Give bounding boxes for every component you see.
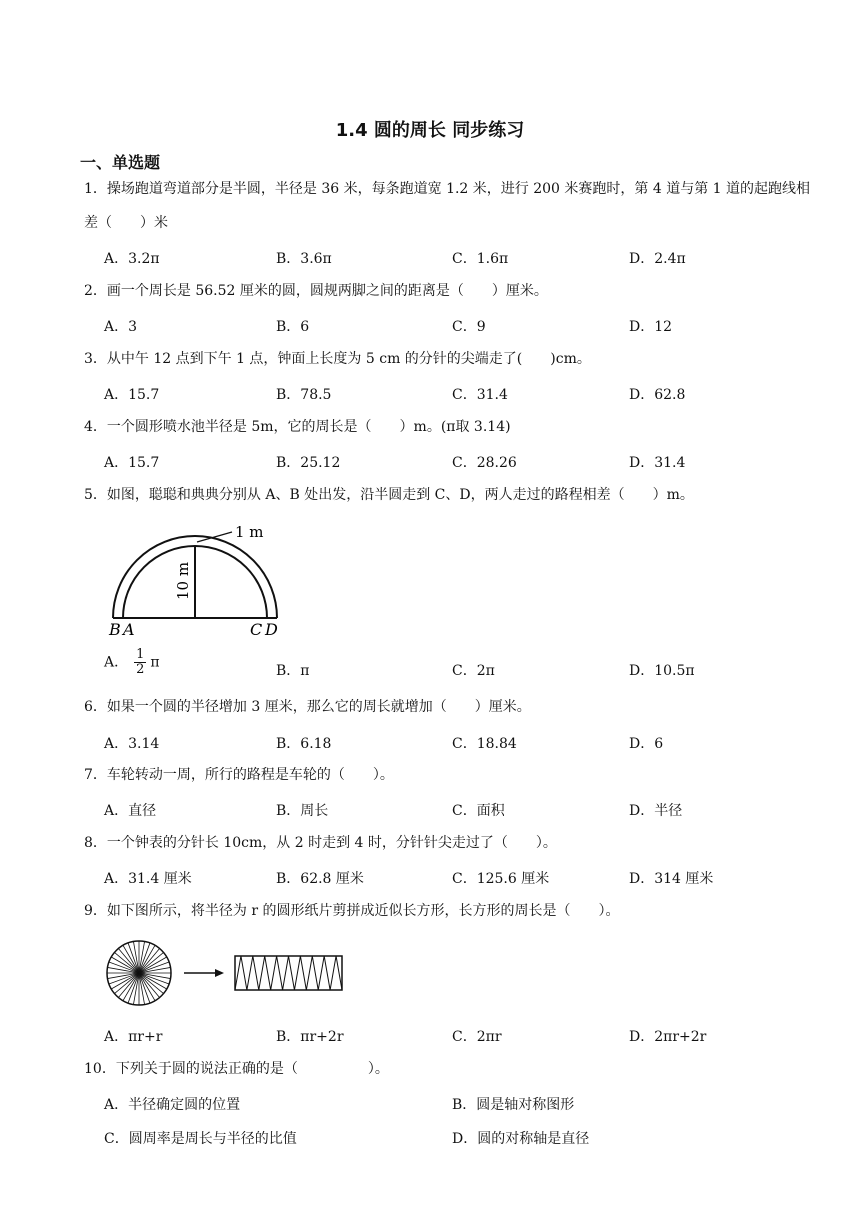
option-b[interactable]: B．π <box>276 663 310 679</box>
radius-label: 10 m <box>174 561 192 600</box>
option-c[interactable]: C．9 <box>452 319 486 335</box>
circle-to-rectangle-figure <box>104 938 354 1010</box>
section-heading: 一、单选题 <box>80 153 161 172</box>
semicircle-track-figure <box>104 520 294 638</box>
option-a[interactable] <box>104 648 160 677</box>
option-c[interactable]: C．2π <box>452 663 495 679</box>
option-b[interactable]: B．周长 <box>276 803 329 819</box>
point-b-label: B <box>109 620 121 638</box>
option-d[interactable]: D．314 厘米 <box>629 871 714 887</box>
option-b[interactable]: B．πr+2r <box>276 1029 344 1045</box>
zigzag-strips-icon <box>235 956 342 990</box>
question-3: 3．从中午 12 点到下午 1 点，钟面上长度为 5 cm 的分针的尖端走了( )cm。 <box>84 351 591 367</box>
option-b[interactable]: B．62.8 厘米 <box>276 871 364 887</box>
approx-rectangle-icon <box>235 956 342 990</box>
option-b[interactable]: B．25.12 <box>276 455 341 471</box>
option-a[interactable]: A．3.14 <box>104 736 160 752</box>
arrow-head-icon <box>215 969 224 977</box>
question-7-options <box>104 800 744 824</box>
option-c[interactable]: C．28.26 <box>452 455 517 471</box>
option-d[interactable]: D．半径 <box>629 803 683 819</box>
option-c[interactable]: C．2πr <box>452 1029 502 1045</box>
question-9: 9．如下图所示，将半径为 r 的圆形纸片剪拼成近似长方形，长方形的周长是（ ）。 <box>84 903 620 919</box>
option-d[interactable]: D．10.5π <box>629 663 695 679</box>
question-8: 8．一个钟表的分针长 10cm，从 2 时走到 4 时，分针针尖走过了（ ）。 <box>84 835 557 851</box>
option-c[interactable]: C．圆周率是周长与半径的比值 <box>104 1131 297 1147</box>
option-c[interactable]: C．31.4 <box>452 387 508 403</box>
option-a[interactable]: A．πr+r <box>104 1029 163 1045</box>
option-d[interactable]: D．62.8 <box>629 387 686 403</box>
width-label: 1 m <box>235 523 264 541</box>
option-a-prefix: A． <box>104 654 129 671</box>
option-a[interactable]: A．半径确定圆的位置 <box>104 1097 241 1113</box>
question-2: 2．画一个周长是 56.52 厘米的圆，圆规两脚之间的距离是（ ）厘米。 <box>84 283 548 299</box>
option-a[interactable]: A．15.7 <box>104 455 160 471</box>
question-5-options <box>104 647 744 684</box>
option-a[interactable]: A．直径 <box>104 803 157 819</box>
fraction-one-half: $\frac{1}{2}$ <box>136 647 145 677</box>
question-5: 5．如图，聪聪和典典分别从 A、B 处出发，沿半圆走到 C、D，两人走过的路程相差（ ）m。 <box>84 487 694 503</box>
question-3-options <box>104 384 744 408</box>
question-10-options-row-1 <box>104 1094 744 1118</box>
point-d-label: D <box>265 620 278 638</box>
page-title: 1.4 圆的周长 同步练习 <box>335 120 525 141</box>
question-1: 1．操场跑道弯道部分是半圆，半径是 36 米，每条跑道宽 1.2 米，进行 200 米赛跑时，第 4 道与第 1 道的起跑线相差（ ）米 <box>84 181 811 231</box>
point-a-label: A <box>123 620 135 638</box>
option-a-suffix: π <box>150 654 160 671</box>
option-b[interactable]: B．圆是轴对称图形 <box>452 1097 575 1113</box>
question-6: 6．如果一个圆的半径增加 3 厘米，那么它的周长就增加（ ）厘米。 <box>84 699 531 715</box>
option-a[interactable]: A．31.4 厘米 <box>104 871 192 887</box>
question-4: 4．一个圆形喷水池半径是 5m，它的周长是（ ）m。(π取 3.14) <box>84 419 511 435</box>
question-7: 7．车轮转动一周，所行的路程是车轮的（ ）。 <box>84 767 394 783</box>
option-c[interactable]: C．125.6 厘米 <box>452 871 550 887</box>
option-d[interactable]: D．12 <box>629 319 673 335</box>
option-b[interactable]: B．6 <box>276 319 310 335</box>
option-d[interactable]: D．6 <box>629 736 664 752</box>
question-10-options-row-2 <box>104 1128 744 1152</box>
option-d[interactable]: D．31.4 <box>629 455 686 471</box>
question-1-options <box>104 248 744 272</box>
point-c-label: C <box>250 620 263 638</box>
option-b[interactable]: B．3.6π <box>276 251 332 267</box>
option-c[interactable]: C．面积 <box>452 803 505 819</box>
option-a[interactable]: A．3.2π <box>104 251 160 267</box>
option-a[interactable]: A．3 <box>104 319 138 335</box>
question-6-options <box>104 733 744 757</box>
question-4-options <box>104 452 744 476</box>
question-8-options <box>104 868 744 892</box>
option-d[interactable]: D．2πr+2r <box>629 1029 707 1045</box>
question-2-options <box>104 316 744 340</box>
option-c[interactable]: C．18.84 <box>452 736 517 752</box>
option-b[interactable]: B．6.18 <box>276 736 332 752</box>
option-c[interactable]: C．1.6π <box>452 251 509 267</box>
question-9-options <box>104 1026 744 1050</box>
option-a[interactable]: A．15.7 <box>104 387 160 403</box>
option-d[interactable]: D．2.4π <box>629 251 686 267</box>
question-10: 10．下列关于圆的说法正确的是（ ）。 <box>84 1061 389 1077</box>
option-b[interactable]: B．78.5 <box>276 387 332 403</box>
option-d[interactable]: D．圆的对称轴是直径 <box>452 1131 590 1147</box>
